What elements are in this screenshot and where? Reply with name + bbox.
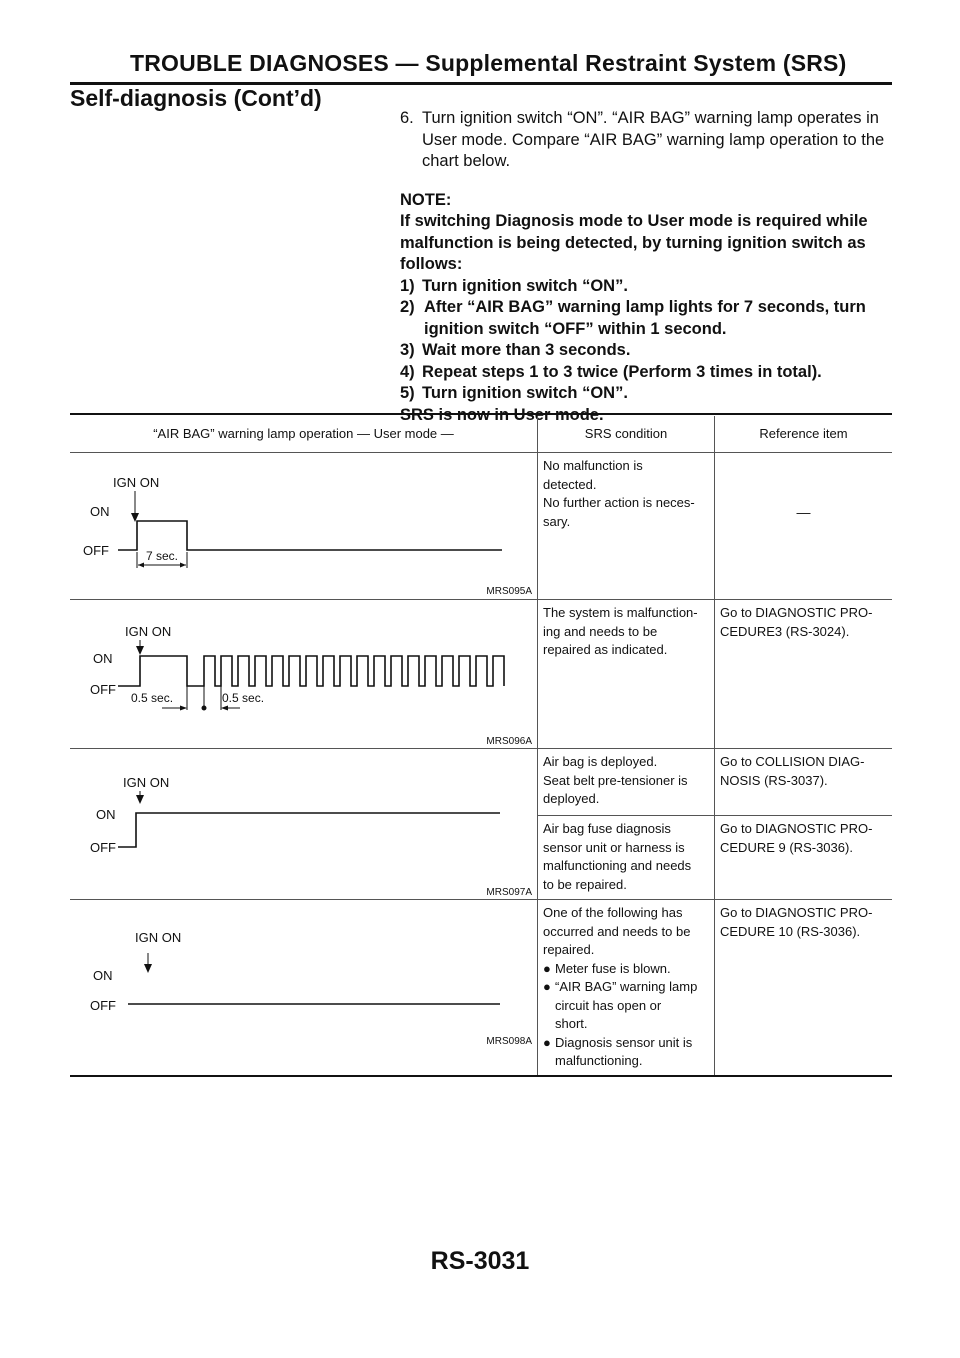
condition-line: Seat belt pre-tensioner is [543,772,688,788]
note-step [400,383,892,405]
condition-line: sensor unit or harness is [543,839,685,855]
lamp-diagram-cell [70,453,538,600]
table-row [70,600,892,749]
bullet-line: “AIR BAG” warning lamp [555,979,698,994]
ign-arrow-head [144,964,152,973]
bullet-line: circuit has open or [555,997,662,1013]
bullet-icon: ● [543,960,551,976]
table-header-row [70,416,892,453]
bullet-item [543,1034,710,1071]
condition-part-a [538,749,714,816]
condition-line: to be repaired. [543,876,627,892]
note-step-num: 4) [400,362,415,381]
step-text: Turn ignition switch “ON”. “AIR BAG” warning lamp operates in User mode. Compare “AIR BAG” warning lamp operation to the chart below. [422,109,885,170]
reference-cell [715,900,893,1077]
on-level-label: ON [93,968,113,983]
note-step [400,340,892,362]
table-top-rule [70,413,892,415]
condition-line: No further action is neces- [543,495,695,510]
table-row [70,749,892,900]
note-step-num: 1) [400,276,415,295]
off-level-label: OFF [90,998,116,1013]
bullet-line: Diagnosis sensor unit is [555,1034,693,1050]
reference-part-a [715,749,892,816]
dim-arrow [221,706,228,711]
lamp-diagram-cell [70,900,538,1077]
lamp-waveform [118,813,500,847]
table-row [70,900,892,1077]
note-step [400,362,892,384]
bullet-icon: ● [543,1034,551,1050]
lamp-diagram-mrs095a [70,453,537,599]
condition-line: Air bag fuse diagnosis [543,821,671,836]
lamp-waveform [118,521,502,550]
ign-arrow-head [136,795,144,804]
lamp-diagram-cell [70,749,538,900]
body-text [400,108,892,426]
dim-arrow [180,706,187,711]
condition-line: No malfunction is [543,458,643,473]
off-level-label: OFF [83,543,109,558]
ign-on-label: IGN ON [113,475,160,490]
lamp-diagram-mrs097a [70,749,537,899]
reference-line: CEDURE 9 (RS-3036). [720,839,853,855]
condition-line: Air bag is deployed. [543,754,658,769]
note-step-num: 3) [400,341,415,359]
reference-line: Go to COLLISION DIAG- [720,754,865,769]
figure-code: MRS097A [486,887,532,898]
reference-cell [715,749,893,900]
reference-line: CEDURE3 (RS-3024). [720,623,850,639]
lamp-waveform [118,656,504,686]
reference-cell [715,600,893,749]
condition-line: deployed. [543,791,600,806]
time-label: 0.5 sec. [131,691,174,705]
lamp-diagram-mrs098a [70,900,537,1075]
off-level-label: OFF [90,840,116,855]
condition-line: repaired as indicated. [543,642,668,657]
on-level-label: ON [93,651,113,666]
reference-line: Go to DIAGNOSTIC PRO- [720,605,873,620]
figure-code: MRS096A [486,736,532,747]
condition-line: detected. [543,476,597,492]
note-block [400,190,892,427]
note-step-text: Turn ignition switch “ON”. [422,384,628,402]
condition-line: One of the following has [543,905,683,920]
reference-cell [715,453,893,600]
page-number: RS-3031 [430,1247,530,1275]
condition-cell [538,900,715,1077]
column-header: “AIR BAG” warning lamp operation — User mode — [70,416,538,453]
column-header: Reference item [715,416,893,453]
reference-line: CEDURE 10 (RS-3036). [720,923,861,939]
reference-none: — [796,504,811,520]
time-label: 0.5 sec. [222,691,265,705]
on-level-label: ON [96,807,116,822]
condition-cell [538,600,715,749]
step-number: 6. [400,109,414,127]
note-step-text: Turn ignition switch “ON”. [422,276,628,295]
bullet-line: Meter fuse is blown. [555,960,671,976]
dim-dot [202,706,207,711]
ign-on-label: IGN ON [123,775,170,790]
condition-line: The system is malfunction- [543,605,698,620]
table-row [70,453,892,600]
ign-on-label: IGN ON [125,624,172,639]
condition-part-b [538,816,714,898]
condition-line: ing and needs to be [543,623,658,639]
note-step-text: Wait more than 3 seconds. [422,341,631,359]
condition-cell [538,749,715,900]
condition-line: malfunctioning and needs [543,858,692,873]
column-header: SRS condition [538,416,715,453]
time-label: 7 sec. [146,549,179,563]
ign-arrow-head [136,646,144,655]
bullet-line: malfunctioning. [555,1053,643,1068]
note-step [400,276,892,298]
bullet-icon: ● [543,979,551,994]
bullet-line: short. [555,1016,588,1031]
diagnosis-table [70,416,892,1077]
note-step-num: 2) [400,298,415,316]
reference-line: Go to DIAGNOSTIC PRO- [720,821,873,836]
off-level-label: OFF [90,682,116,697]
reference-part-b [715,816,892,861]
condition-line: repaired. [543,942,595,957]
lamp-diagram-cell [70,600,538,749]
figure-code: MRS098A [486,1036,532,1047]
dim-arrow [138,563,144,568]
figure-code: MRS095A [486,586,532,597]
note-step [400,297,892,340]
page-title: TROUBLE DIAGNOSES — Supplemental Restraint System (SRS) [130,50,847,76]
note-heading: NOTE: [400,190,452,209]
section-subtitle: Self-diagnosis (Cont’d) [70,85,322,111]
bullet-item [543,978,710,1034]
ign-on-label: IGN ON [135,930,182,945]
step-6 [400,108,892,173]
reference-line: NOSIS (RS-3037). [720,772,828,788]
condition-cell [538,453,715,600]
lamp-diagram-mrs096a [70,600,537,748]
bullet-item [543,960,710,979]
dim-arrow [180,563,186,568]
note-intro: If switching Diagnosis mode to User mode is required while malfunction is being detected, by turning ignition switch as follows: [400,212,868,273]
note-step-num: 5) [400,384,415,402]
note-step-text: Repeat steps 1 to 3 twice (Perform 3 times in total). [422,362,822,381]
condition-line: sary. [543,513,571,529]
on-level-label: ON [90,504,110,519]
note-step-text: After “AIR BAG” warning lamp lights for 7 seconds, turn ignition switch “OFF” within 1 second. [424,298,866,338]
condition-line: occurred and needs to be [543,923,691,939]
reference-line: Go to DIAGNOSTIC PRO- [720,905,873,920]
